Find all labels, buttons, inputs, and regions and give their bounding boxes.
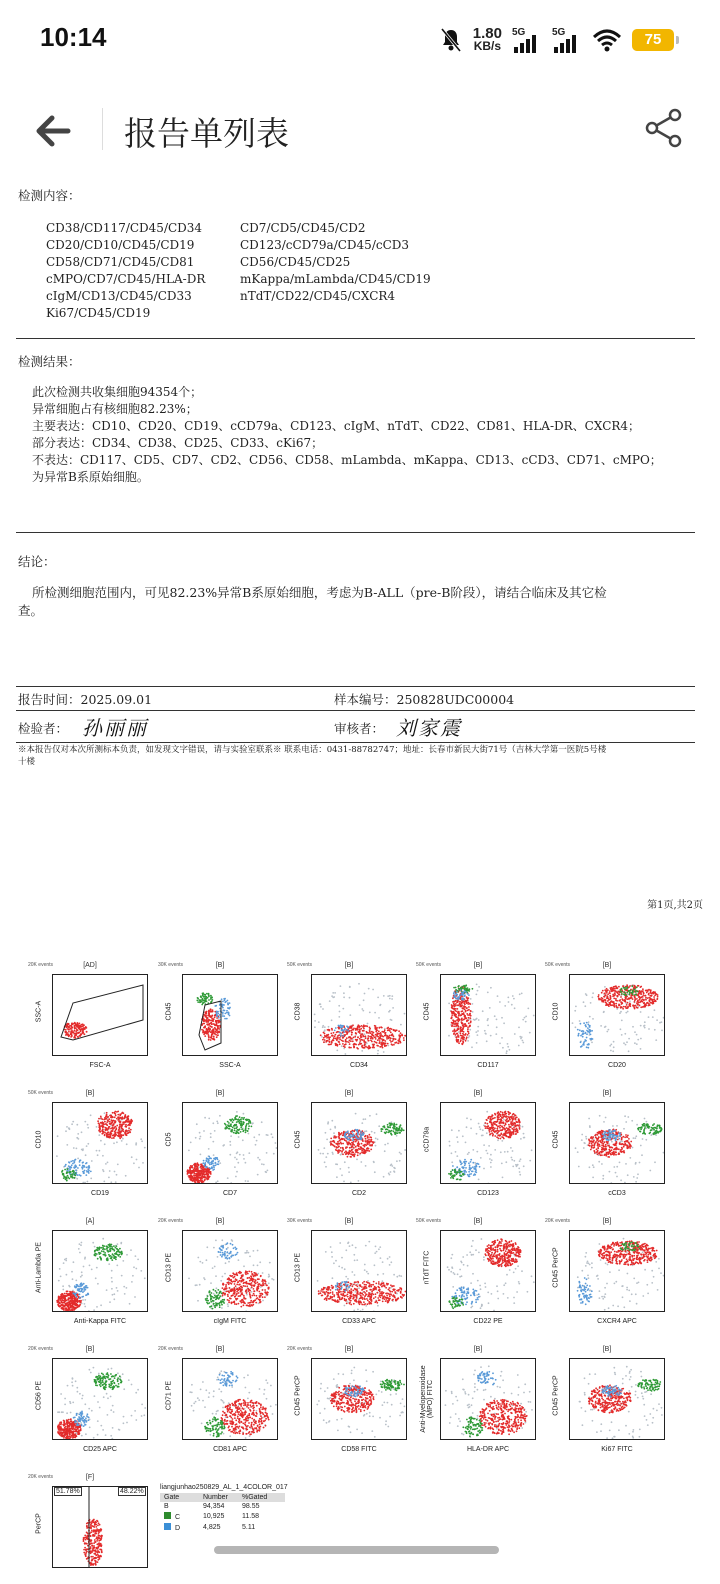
flow-plot	[158, 1218, 282, 1330]
header-divider	[102, 108, 103, 150]
column-header: %Gated	[242, 1494, 268, 1501]
flow-plot	[416, 1090, 540, 1202]
panel-list-right	[240, 220, 431, 305]
plot-area	[569, 1358, 665, 1440]
scatter-plot	[441, 975, 536, 1056]
x-axis-label: CD81 APC	[213, 1446, 247, 1453]
gate-label: [B]	[602, 1090, 612, 1097]
gate-label: [B]	[602, 962, 612, 969]
share-icon[interactable]	[642, 106, 686, 150]
plot-area	[311, 1102, 407, 1184]
quadrant-right-pct: 48.22%	[120, 1488, 144, 1495]
plot-area	[440, 1358, 536, 1440]
x-axis-label: CD20	[608, 1062, 626, 1069]
column-header: Gate	[164, 1494, 180, 1501]
plot-area	[311, 974, 407, 1056]
conclusion-label: 结论：	[18, 554, 56, 569]
panel-item: nTdT/CD22/CD45/CXCR4	[240, 289, 396, 303]
panel-list-left	[46, 220, 205, 322]
gate-label: [B]	[473, 962, 483, 969]
x-axis-label: CD19	[91, 1190, 109, 1197]
panel-item: mKappa/mLambda/CD45/CD19	[240, 272, 431, 286]
status-bar	[0, 0, 720, 80]
table-row	[160, 1522, 285, 1533]
app-header	[0, 96, 720, 164]
y-axis-label: CD45 PerCP	[294, 1375, 302, 1416]
gate-label: [B]	[473, 1346, 483, 1353]
number-cell: 94,354	[203, 1503, 225, 1510]
x-axis-label: CD25 APC	[83, 1446, 117, 1453]
event-count: 20K events	[28, 1346, 54, 1352]
y-axis-label: CD45 PerCP	[552, 1247, 560, 1288]
x-axis-label: CD2	[351, 1190, 366, 1197]
plot-area	[52, 1102, 148, 1184]
result-text	[32, 384, 662, 486]
gate-label: [B]	[344, 962, 354, 969]
plot-area	[569, 974, 665, 1056]
gate-cell	[164, 1503, 203, 1510]
flow-plot	[158, 962, 282, 1074]
gate-label: [B]	[602, 1346, 612, 1353]
gate-name: C	[175, 1514, 181, 1521]
event-count: 20K events	[287, 1346, 313, 1352]
conclusion-line-2: 查。	[18, 603, 44, 618]
scatter-plot	[570, 1359, 665, 1440]
reviewer-signature: 刘家震	[396, 716, 462, 740]
flow-plot	[416, 962, 540, 1074]
event-count: 20K events	[158, 1346, 184, 1352]
gate-label: [B]	[344, 1090, 354, 1097]
page-title: 报告单列表	[124, 114, 289, 153]
column-header: Number	[203, 1494, 228, 1501]
panel-item: CD56/CD45/CD25	[240, 255, 351, 269]
event-count: 30K events	[158, 962, 184, 968]
plot-area	[440, 974, 536, 1056]
plot-area	[311, 1358, 407, 1440]
plot-area	[311, 1230, 407, 1312]
scatter-plot	[53, 1359, 148, 1440]
scatter-plot	[312, 1231, 407, 1312]
back-arrow-icon[interactable]	[30, 106, 80, 156]
scatter-plot	[441, 1359, 536, 1440]
divider	[16, 532, 695, 533]
gate-label: [AD]	[83, 962, 97, 969]
flow-plot	[158, 1090, 282, 1202]
table-row	[160, 1511, 285, 1522]
event-count: 50K events	[287, 962, 313, 968]
x-axis-label: HLA-DR APC	[466, 1446, 509, 1453]
plot-area	[182, 974, 278, 1056]
x-axis-label: CD7	[222, 1190, 237, 1197]
plot-area	[52, 1230, 148, 1312]
flow-plot	[287, 1090, 411, 1202]
plot-area	[52, 1486, 148, 1568]
event-count: 20K events	[545, 1218, 571, 1224]
examiner-label: 检验者：	[18, 721, 69, 736]
scatter-plot	[183, 1231, 278, 1312]
gate-color-swatch	[164, 1512, 171, 1519]
gate-cell	[164, 1512, 203, 1521]
x-axis-label: CD22 PE	[473, 1318, 503, 1325]
percent-cell: 11.58	[242, 1513, 259, 1520]
event-count: 20K events	[158, 1218, 184, 1224]
scatter-plot	[312, 1359, 407, 1440]
divider	[16, 710, 695, 711]
divider	[16, 686, 695, 687]
page-info: 第1页,共2页	[647, 900, 703, 911]
event-count: 20K events	[28, 1474, 54, 1480]
flow-plot	[28, 962, 152, 1074]
x-axis-label: CD58 FITC	[341, 1446, 377, 1453]
y-axis-label: CD13 PE	[165, 1252, 173, 1283]
flow-plot	[416, 1346, 540, 1458]
status-time: 10:14	[40, 22, 107, 52]
y-axis-label: CD45	[165, 1002, 173, 1021]
x-axis-label: cIgM FITC	[213, 1318, 247, 1325]
y-axis-label: CD45 PerCP	[552, 1375, 560, 1416]
scatter-plot	[183, 975, 278, 1056]
plot-area	[569, 1230, 665, 1312]
flow-plot	[545, 1090, 669, 1202]
flow-plot	[416, 1218, 540, 1330]
table-body	[160, 1502, 285, 1533]
table-header	[160, 1493, 285, 1502]
quadrant-left-pct: 51.78%	[56, 1488, 80, 1495]
gate-label: [B]	[473, 1218, 483, 1225]
gate-label: [A]	[85, 1218, 95, 1225]
result-line: 异常细胞占有核细胞82.23%；	[32, 402, 198, 416]
scatter-plot	[53, 1487, 148, 1568]
scatter-plot	[183, 1103, 278, 1184]
y-axis-label: CD56 PE	[35, 1380, 43, 1411]
scatter-plot	[183, 1359, 278, 1440]
result-line: 为异常B系原始细胞。	[32, 470, 149, 484]
gate-label: [B]	[473, 1090, 483, 1097]
wifi-icon	[592, 28, 622, 52]
scatter-plot	[570, 975, 665, 1056]
reviewer-label: 审核者：	[334, 721, 385, 736]
plot-area	[440, 1230, 536, 1312]
plot-area	[440, 1102, 536, 1184]
flow-plot	[28, 1346, 152, 1458]
gate-cell	[164, 1523, 203, 1532]
gate-label: [F]	[85, 1474, 95, 1481]
panel-item: CD7/CD5/CD45/CD2	[240, 221, 366, 235]
scatter-plot	[53, 975, 148, 1056]
sample-number: 样本编号：250828UDC00004	[334, 692, 515, 707]
gate-label: [B]	[344, 1346, 354, 1353]
scatter-plot	[53, 1231, 148, 1312]
disclaimer-line: ※本报告仅对本次所测标本负责，如发现文字错误，请与实验室联系※ 联系电话：0431-88782747；地址：长春市新民大街71号（吉林大学第一医院5号楼	[18, 745, 607, 755]
disclaimer-line: 十楼	[18, 757, 36, 767]
event-count: 20K events	[28, 962, 54, 968]
plot-area	[182, 1358, 278, 1440]
y-axis-label: CD10	[35, 1130, 43, 1149]
panel-item: cIgM/CD13/CD45/CD33	[46, 289, 192, 303]
plot-area	[569, 1102, 665, 1184]
gate-label: [B]	[215, 1090, 225, 1097]
conclusion-line-1: 所检测细胞范围内，可见82.23%异常B系原始细胞，考虑为B-ALL（pre-B阶段），请结合临床及其它检	[32, 585, 607, 600]
event-count: 50K events	[416, 1218, 442, 1224]
gate-name: D	[175, 1525, 181, 1532]
gate-color-swatch	[164, 1523, 171, 1530]
flow-plot	[545, 962, 669, 1074]
gate-label: [B]	[215, 962, 225, 969]
flow-plot	[28, 1474, 152, 1534]
status-icons	[439, 24, 674, 56]
plot-area	[182, 1230, 278, 1312]
x-axis-label: CD117	[477, 1062, 499, 1069]
panel-item: CD20/CD10/CD45/CD19	[46, 238, 195, 252]
flow-plot	[545, 1346, 669, 1458]
flow-plot	[545, 1218, 669, 1330]
panel-item: CD123/cCD79a/CD45/cCD3	[240, 238, 410, 252]
flow-plot	[287, 1346, 411, 1458]
y-axis-label: nTdT FITC	[423, 1250, 431, 1285]
panel-item: cMPO/CD7/CD45/HLA-DR	[46, 272, 206, 286]
y-axis-label: CD71 PE	[165, 1380, 173, 1411]
gate-label: [B]	[602, 1218, 612, 1225]
flow-plot	[28, 1218, 152, 1330]
gate-name: B	[164, 1503, 169, 1510]
signal-icon: 5G	[512, 27, 542, 53]
examiner-signature: 孙丽丽	[82, 716, 148, 740]
plot-area	[182, 1102, 278, 1184]
gate-label: [B]	[215, 1218, 225, 1225]
table-row	[160, 1502, 285, 1511]
gate-stats-table	[160, 1484, 288, 1533]
plot-area	[52, 1358, 148, 1440]
content-label: 检测内容：	[18, 188, 81, 203]
flow-cytometry-plots	[0, 950, 720, 1534]
flow-plot	[28, 1090, 152, 1202]
signal-icon-2: 5G	[552, 27, 582, 53]
panel-item: CD38/CD117/CD45/CD34	[46, 221, 203, 235]
divider	[16, 338, 695, 339]
x-axis-label: Ki67 FITC	[601, 1446, 633, 1453]
result-line: 此次检测共收集细胞94354个；	[32, 385, 203, 399]
x-axis-label: CD33 APC	[342, 1318, 376, 1325]
result-line: 部分表达：CD34、CD38、CD25、CD33、cKi67；	[32, 436, 324, 450]
x-axis-label: cCD3	[608, 1190, 626, 1197]
y-axis-label: CD45	[552, 1130, 560, 1149]
x-axis-label: SSC-A	[219, 1062, 241, 1069]
y-axis-label: cCD79a	[423, 1126, 431, 1153]
battery-icon: 75	[632, 29, 674, 51]
x-axis-label: CD34	[350, 1062, 368, 1069]
y-axis-label: CD45	[294, 1130, 302, 1149]
gate-label: [B]	[344, 1218, 354, 1225]
number-cell: 4,825	[203, 1524, 221, 1531]
panel-item: CD58/CD71/CD45/CD81	[46, 255, 195, 269]
report-time: 报告时间：2025.09.01	[18, 692, 153, 707]
x-axis-label: Anti-Kappa FITC	[73, 1318, 127, 1325]
x-axis-label: CD123	[477, 1190, 499, 1197]
y-axis-label: CD5	[165, 1132, 173, 1147]
scatter-plot	[53, 1103, 148, 1184]
disclaimer	[18, 744, 698, 768]
panel-item: Ki67/CD45/CD19	[46, 306, 151, 320]
event-count: 30K events	[287, 1218, 313, 1224]
y-axis-label: CD45	[423, 1002, 431, 1021]
scatter-plot	[441, 1103, 536, 1184]
flow-plot	[287, 1218, 411, 1330]
percent-cell: 5.11	[242, 1524, 256, 1531]
scatter-plot	[312, 975, 407, 1056]
gate-label: [B]	[215, 1346, 225, 1353]
scatter-plot	[570, 1103, 665, 1184]
scatter-plot	[570, 1231, 665, 1312]
result-line: 主要表达：CD10、CD20、CD19、cCD79a、CD123、cIgM、nTdT、CD22、CD81、HLA-DR、CXCR4；	[32, 419, 641, 433]
x-axis-label: FSC-A	[89, 1062, 111, 1069]
flow-plot	[158, 1346, 282, 1458]
gate-label: [B]	[85, 1090, 95, 1097]
home-indicator[interactable]	[214, 1546, 499, 1554]
y-axis-label: PerCP	[35, 1513, 43, 1534]
y-axis-label: Anti-Lambda PE	[35, 1242, 43, 1293]
y-axis-label: Anti-Myeloperoxidase (MPO) FITC	[420, 1365, 434, 1433]
plot-area	[52, 974, 148, 1056]
y-axis-label: CD38	[294, 1002, 302, 1021]
event-count: 50K events	[28, 1090, 54, 1096]
result-line: 不表达：CD117、CD5、CD7、CD2、CD56、CD58、mLambda、mKappa、CD13、cCD3、CD71、cMPO；	[32, 453, 662, 467]
y-axis-label: CD13 PE	[294, 1252, 302, 1283]
event-count: 50K events	[416, 962, 442, 968]
mute-bell-icon	[439, 27, 463, 53]
number-cell: 10,925	[203, 1513, 225, 1520]
divider	[16, 742, 695, 743]
scatter-plot	[312, 1103, 407, 1184]
table-title: liangjunhao250829_AL_1_4COLOR_017	[160, 1484, 288, 1491]
gate-label: [B]	[85, 1346, 95, 1353]
net-speed: 1.80 KB/s	[472, 25, 502, 53]
event-count: 50K events	[545, 962, 571, 968]
x-axis-label: CXCR4 APC	[597, 1318, 637, 1325]
flow-plot	[287, 962, 411, 1074]
scatter-plot	[441, 1231, 536, 1312]
y-axis-label: CD10	[552, 1002, 560, 1021]
result-label: 检测结果：	[18, 354, 81, 369]
percent-cell: 98.55	[242, 1503, 260, 1510]
y-axis-label: SSC-A	[35, 1000, 43, 1023]
